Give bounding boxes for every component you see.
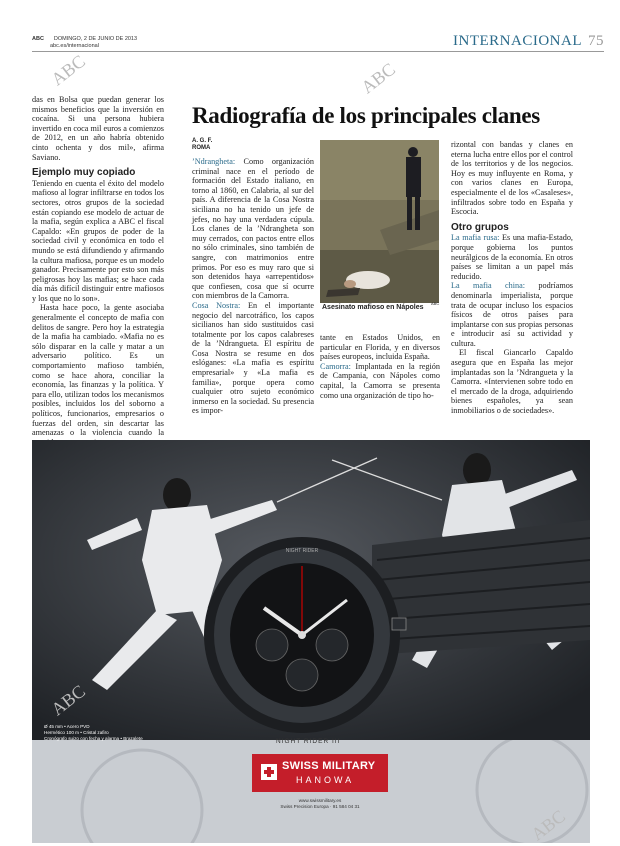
- box-column-1: [192, 157, 314, 416]
- section-url: abc.es/internacional: [50, 43, 99, 49]
- box-paragraph-camorra: Camorra: Implantada en la región de Campania, con Nápoles como capital, la Camorra se presenta como una organización de tipo ho-: [320, 361, 440, 400]
- page-number: 75: [588, 33, 604, 49]
- watermark-2: ABC: [357, 58, 399, 98]
- ad-fencing-background: [32, 440, 590, 740]
- watch-dial-text: NIGHT RIDER: [285, 548, 319, 554]
- ad-specs: [44, 724, 143, 742]
- ad-phone: Swiss Precision Europa · 91 584 04 31: [280, 804, 360, 809]
- box-title: Radiografía de los principales clanes: [192, 103, 540, 128]
- watch-model-name: NIGHT RIDER III: [276, 738, 341, 745]
- watermark-3: ABC: [47, 680, 89, 720]
- brand-name: SWISS MILITARY: [282, 760, 376, 772]
- box-paragraph-camorra-cont: rizontal con bandas y clanes en eterna lucha entre ellos por el control de los territorios y de los negocios. Hoy es muy influyente en Roma, y con varios clanes en Europa, especialmente el de los «Casaleses», infiltrados sobre todo en España y Escocia.: [451, 140, 573, 217]
- box-paragraph-continued: tante en Estados Unidos, en particular en Florida, y en diversos países europeos, incluida España.: [320, 333, 440, 362]
- label-mafia-rusa: La mafia rusa:: [451, 233, 500, 243]
- label-mafia-china: La mafia china:: [451, 281, 526, 291]
- left-paragraph-2: Teniendo en cuenta el éxito del modelo mafioso al lograr infiltrarse en todos los sectores, otros grupos de la sociedad están copiando ese modelo de actuar de la mafia, según explica a ABC el fiscal Capaldo: «En grupos de poder de la sociedad civil y económica en todo el mundo se está difundiendo y afirmando la cultura mafiosa, porque es un modelo ganador. Precisamente por esto son más peligrosas hoy las mafias; se hace cada día más difícil distinguir entre mafiosos y los que no lo son».: [32, 178, 164, 303]
- photo-illustration: [320, 140, 439, 303]
- photo-credit: ABC: [431, 301, 440, 306]
- subheading-ejemplo: Ejemplo muy copiado: [32, 167, 136, 179]
- spec-2: Hermético 100 m • Cristal zafiro: [44, 730, 109, 735]
- page-header-left: [32, 36, 137, 50]
- box-column-2: [320, 333, 440, 400]
- section-title: INTERNACIONAL: [453, 33, 582, 49]
- subheading-otro-grupos: Otro grupos: [451, 221, 509, 233]
- brand-subname: HANOWA: [296, 775, 355, 785]
- watermark-1: ABC: [47, 50, 89, 90]
- box-column-3: [451, 140, 573, 416]
- crime-scene-photo: [320, 140, 439, 303]
- box-paragraph-china: La mafia china: podríamos denominarla imperialista, porque trata de ocupar incluso los espacios físicos de otros países para implantarse con sus propias personas e introducir así su actividad y cultura.: [451, 281, 573, 348]
- issue-date: DOMINGO, 2 DE JUNIO DE 2013: [53, 36, 138, 42]
- paper-name: ABC: [32, 36, 44, 42]
- byline-author: A. G. F.: [192, 138, 213, 144]
- fencing-illustration: [32, 440, 590, 740]
- watermark-4: ABC: [527, 805, 569, 845]
- ad-website: www.swissmilitary.es: [298, 798, 342, 803]
- page-header-right: [453, 33, 604, 50]
- byline: [192, 138, 212, 152]
- ad-contact: [260, 798, 380, 810]
- box-paragraph-ndrangheta: ’Ndrangheta: Como organización criminal nace en el período de formación del Estado italiano, en torno al 1860, en Calabria, al sur del país. A diferencia de la Cosa Nostra siciliana no ha tenido un jefe de jefes, no hay una verdadera cúpula. Los clanes de la ’Ndrangheta son muy cerrados, con pactos entre ellos no sólo criminales, sino también de sangre, con matrimonios entre primos. Por eso es muy raro que si son detenidos haya «arrepentidos» que confiesen, cosa que sí ocurre con miembros de la Camorra.: [192, 157, 314, 301]
- label-ndrangheta: ’Ndrangheta:: [192, 157, 236, 166]
- left-paragraph-3: Hasta hace poco, la gente asociaba generalmente el concepto de mafia con delitos de sangre. Pero hoy la estrategia de la mafia ha cambiado. «Mafia no es sólo disparar en la calle y matar a un adversario político. Es un comportamiento mafioso también, como se hace ahora, conciliar la economía, las finanzas y la política. Y para ello, utilizan todos los mecanismos posibles, incluidos los del soborno a políticos, funcionarios, empresarios o fuerzas del orden, sin descartar las amenazas o la violencia cuando la: [32, 303, 164, 438]
- left-paragraph-1: das en Bolsa que puedan generar los mismos beneficios que la inversión en cocaína. Si una persona hubiera invertido en coca mil euros a comienzos de 2012, en un año habría obtenido cinto ochenta y dos mil», afirma Saviano.: [32, 95, 164, 162]
- left-column: [32, 95, 164, 447]
- box-paragraph-cosa-nostra: Cosa Nostra: En el importante negocio del narcotráfico, los capos sicilianos han sido sustituidos casi totalmente por los capos calabreses de la ’Ndrangueta. El espíritu de Cosa Nostra se resume en dos eslóganes: «La mafia es espíritu empresarial» y «La mafia es familia», porque opera como cualquier otro sujeto económico inmerso en la sociedad. Su presencia es impor-: [192, 300, 314, 416]
- spec-3: Cronógrafo suizo con fecha y alarma • Brazalete: [44, 736, 143, 741]
- label-camorra: Camorra:: [320, 361, 351, 371]
- box-paragraph-rusa: La mafia rusa: Es una mafia-Estado, porque gobierna los puntos neurálgicos de la economía. En otros países se limitan a un papel más reducido.: [451, 233, 573, 281]
- watch-advertisement: [32, 440, 590, 843]
- photo-caption: Asesinato mafioso en Nápoles: [322, 304, 424, 311]
- spec-1: Ø 45 mm • Acero PVD: [44, 724, 90, 729]
- brand-logo: [252, 754, 388, 792]
- box-paragraph-capaldo: El fiscal Giancarlo Capaldo asegura que en España las mejor implantadas son la ’Ndrangueta y la Camorra. «Intervienen sobre todo en el mercado de la droga, adquiriendo bienes españoles, ya sean inmobiliarios o de sociedades».: [451, 348, 573, 416]
- header-rule: [32, 51, 604, 52]
- byline-place: ROMA: [192, 145, 211, 151]
- sidebar-box: [172, 95, 590, 425]
- label-cosa-nostra: Cosa Nostra:: [192, 300, 241, 310]
- swiss-cross-icon: [261, 764, 277, 780]
